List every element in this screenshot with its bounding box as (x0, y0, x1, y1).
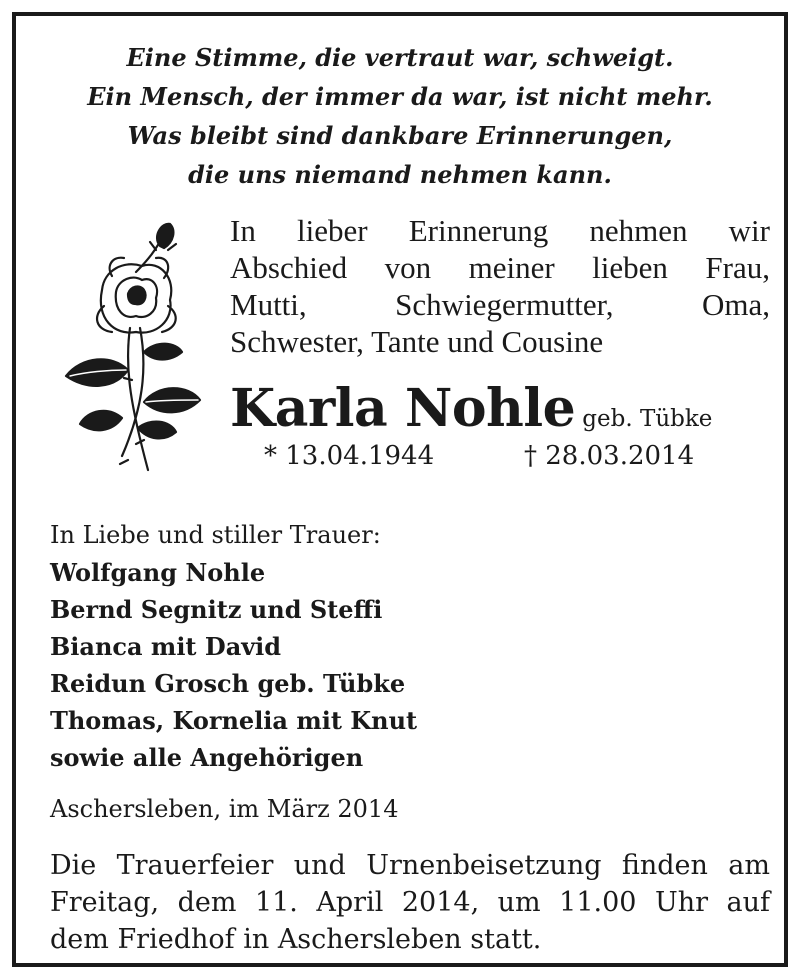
service-line: Die Trauerfeier und Urnenbeisetzung finden am (50, 850, 770, 881)
verse-line: Was bleibt sind dankbare Erinnerungen, (127, 121, 673, 150)
mourner-name: Thomas, Kornelia mit Knut (50, 706, 418, 735)
mourner-name: Wolfgang Nohle (50, 558, 266, 587)
maiden-name: geb. Tübke (582, 406, 713, 432)
intro-line: Abschied von meiner lieben Frau, (230, 250, 770, 285)
mourner-name: Bianca mit David (50, 632, 282, 661)
death-date: † 28.03.2014 (524, 441, 695, 471)
deceased-name: Karla Nohle (230, 378, 576, 439)
intro-line: Mutti, Schwiegermutter, Oma, (230, 287, 770, 322)
mourners-list (50, 517, 770, 776)
mourners-heading: In Liebe und stiller Trauer: (50, 521, 381, 549)
intro-line: Schwester, Tante und Cousine (230, 324, 604, 359)
rose-icon (52, 220, 202, 478)
intro-text (230, 212, 770, 360)
verse-line: Ein Mensch, der immer da war, ist nicht mehr. (87, 82, 713, 111)
deceased-name-line (230, 378, 778, 439)
service-line: dem Friedhof in Aschersleben statt. (50, 924, 542, 955)
memorial-verse (16, 38, 784, 194)
obituary-frame (12, 12, 788, 967)
verse-line: die uns niemand nehmen kann. (188, 160, 612, 189)
verse-line: Eine Stimme, die vertraut war, schweigt. (126, 43, 674, 72)
intro-line: In lieber Erinnerung nehmen wir (230, 213, 770, 248)
mourner-name: Bernd Segnitz und Steffi (50, 595, 383, 624)
birth-date: * 13.04.1944 (264, 441, 435, 471)
service-line: Freitag, dem 11. April 2014, um 11.00 Uhr auf (50, 887, 770, 918)
mourner-name: sowie alle Angehörigen (50, 743, 364, 772)
service-notice (50, 847, 770, 958)
mourner-name: Reidun Grosch geb. Tübke (50, 669, 406, 698)
place-and-date: Aschersleben, im März 2014 (50, 795, 399, 823)
